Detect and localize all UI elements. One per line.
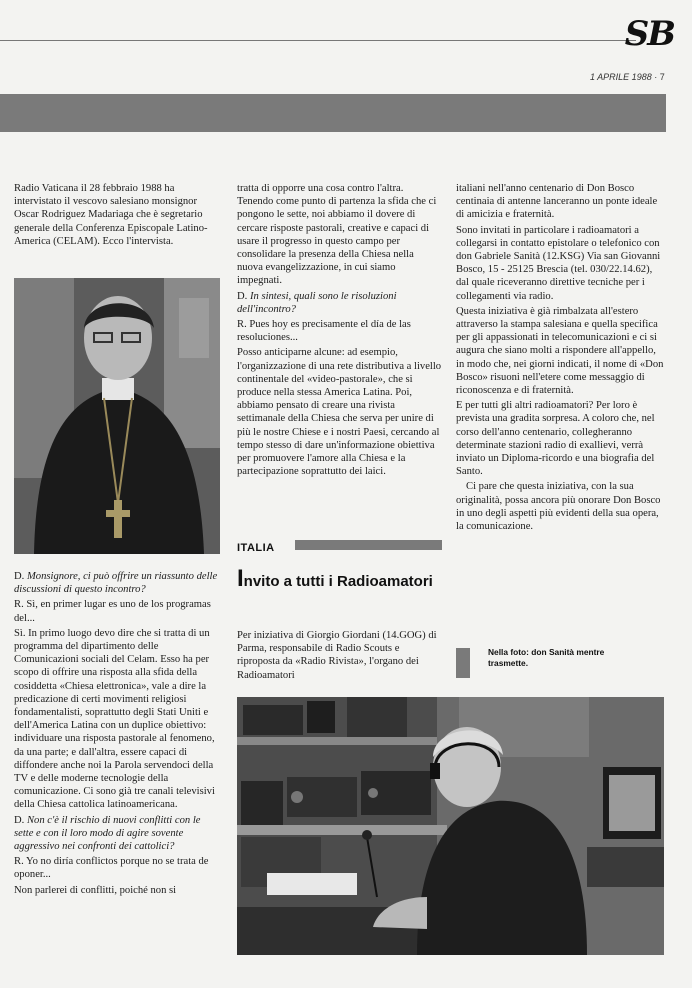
column-3-paragraph-2: Sono invitati in particolare i radioamatori a collegarsi in contatto epistolare o telefonico con don Gabriele Sanità (12.KSG) Via san Giovanni Bosco, 15 - 25125 Brescia (tel. 030/22.14.62), dal quale riceveranno direttive tecniche per i collegamenti via radio. [456, 224, 661, 302]
column-1-top [14, 182, 220, 250]
answer-1-body: Sì. In primo luogo devo dire che si tratta di un programma del dipartimento delle Comunicazioni sociali del Celam. Esso ha per scopo di offrire una risposta alla sfida della cosiddetta «Chiesa elettronica», vale a dire la predicazione di certi movimenti religiosi fondamentalisti, soprattutto degli Stati Uniti e dell'America Latina con un duplice obiettivo: individuare una risposta pastorale al fenomeno, da una parte; e dall'altra, essere capaci di diffondere anche noi la Parola servendoci della TV e delle moderne tecnologie della comunicazione. Ci sono già tre canali televisivi della Chiesa cattolica latinoamericana. [14, 627, 215, 811]
article-lead [237, 629, 442, 684]
bishop-photo [14, 278, 220, 554]
section-label [237, 538, 442, 552]
column-3-paragraph-5: Ci pare che questa iniziativa, con la sua originalità, possa ancora più onorare Don Bosco in uno degli aspetti più evidenti della sua opera, la comunicazione. [456, 481, 661, 533]
article-headline: Invito a tutti i Radioamatori [237, 565, 433, 592]
issue-date: 1 APRILE 1988 [590, 72, 652, 82]
answer-2: R. Yo no diría conflictos porque no se trata de oponer... [14, 856, 209, 881]
answer-3-body: Posso anticiparne alcune: ad esempio, l'organizzazione di una rete distributiva a livello continentale del «video-pastorale», che si produce nella stessa America Latina. Poi, abbiamo pensato di creare una rivista settimanale della Chiesa che serva per unire di più le nostre Chiese e i nostri Paesi, cercando al tempo stesso di dare un'informazione obiettiva per promuovere l'amore alla Chiesa e la partecipazione soprattutto dei laici. [237, 347, 442, 478]
radio-operator-photo [237, 697, 664, 955]
answer-3: R. Pues hoy es precisamente el día de las resoluciones... [237, 319, 411, 344]
column-3-text [456, 182, 664, 535]
photo-caption: Nella foto: don Sanità mentre trasmette. [488, 647, 605, 668]
column-3-paragraph-4: E per tutti gli altri radioamatori? Per loro è prevista una gradita sorpresa. A coloro che, nel corso dell'anno centenario, collegheranno determinate stazioni radio di exallievi, verrà inviato un Diploma-ricordo e una biografia del Santo. [456, 400, 655, 478]
answer-2-body: Non parlerei di conflitti, poiché non si [14, 884, 177, 896]
bishop-photo-illustration [14, 278, 220, 554]
header-rule [0, 40, 636, 41]
column-2-text [237, 182, 442, 480]
column-3-paragraph-3: Questa iniziativa è già rimbalzata all'estero attraverso la stampa salesiana e quella specifica per gli appassionati in telecomunicazioni e ci si augura che siano molti a rispondere all'appello, in modo che, nei giorni indicati, il nome di «Don Bosco» risuoni nell'etere come messaggio di riconoscenza e di fraternità. [456, 305, 664, 397]
page-number: 7 [659, 72, 665, 82]
header-band [0, 94, 666, 132]
radio-operator-illustration [237, 697, 664, 955]
section-bar [295, 540, 442, 550]
column-1-interview [14, 570, 220, 899]
intro-paragraph: Radio Vaticana il 28 febbraio 1988 ha intervistato il vescovo salesiano monsignor Oscar Rodriguez Madariaga che è segretario generale della Conferenza Episcopale Latino-America (CELAM). Ecco l'intervista. [14, 183, 208, 247]
caption-bar [456, 648, 470, 678]
magazine-logo: SB [624, 14, 674, 54]
question-3: D. In sintesi, quali sono le risoluzioni dell'incontro? [237, 290, 397, 315]
question-2: D. Non c'è il rischio di nuovi conflitti con le sette e con il loro modo di agire sovente aggressivo nei confronti dei cattolici? [14, 814, 201, 853]
column-3-paragraph-1: italiani nell'anno centenario di Don Bosco centinaia di antenne lanceranno un ponte ideale di amicizia e fraternità. [456, 183, 658, 221]
section-name: ITALIA [237, 542, 275, 554]
answer-1: R. Sì, en primer lugar es uno de los programas del... [14, 599, 211, 624]
date-page-line: 1 APRILE 1988 · 7 [590, 72, 665, 82]
question-1: D. Monsignore, ci può offrire un riassunto delle discussioni di questo incontro? [14, 571, 218, 596]
lead-paragraph: Per iniziativa di Giorgio Giordani (14.GOG) di Parma, responsabile di Radio Scouts e riproposta da «Radio Rivista», l'organo dei Radioamatori [237, 630, 437, 681]
column-2-paragraph: tratta di opporre una cosa contro l'altra. Tenendo come punto di partenza la sfida che ci pongono le sette, noi abbiamo il dovere di cercare risposte pastorali, creative e capaci di usare il progresso in questo campo per consolidare la presenza della Chiesa nella nuova evangelizzazione, in cui siamo impegnati. [237, 183, 437, 287]
